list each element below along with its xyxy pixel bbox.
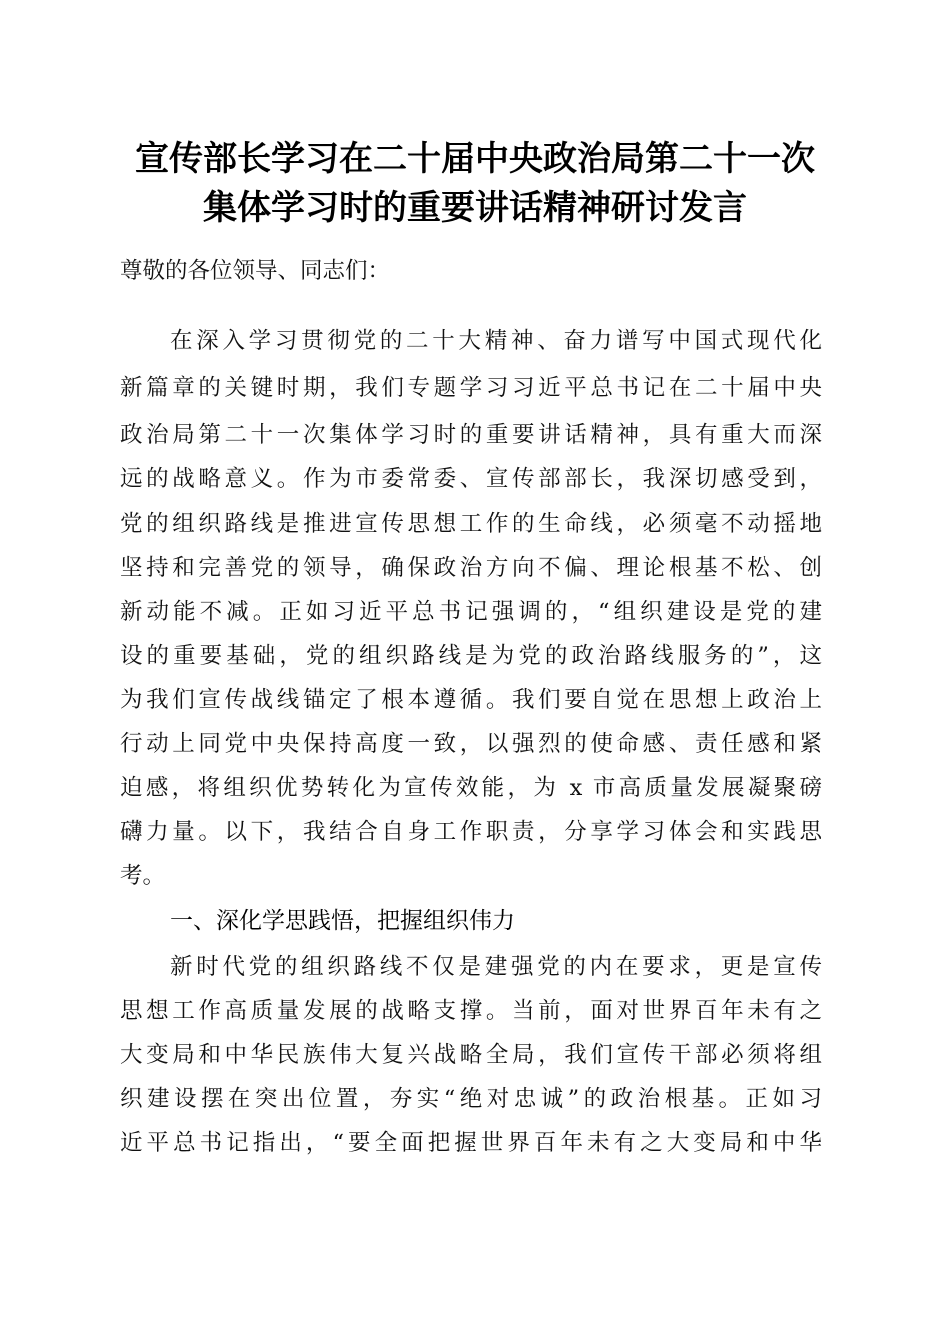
document-title-line-1: 宣传部长学习在二十届中央政治局第二十一次 [135, 139, 815, 179]
paragraph-2-line: 近平总书记指出，“要全面把握世界百年未有之大变局和中华 [120, 1130, 822, 1156]
paragraph-1-line: 礴力量。以下，我结合自身工作职责，分享学习体会和实践思 [120, 819, 822, 845]
paragraph-1-line: 在深入学习贯彻党的二十大精神、奋力谱写中国式现代化 [170, 328, 822, 354]
paragraph-1-line: 设的重要基础，党的组织路线是为党的政治路线服务的”，这 [120, 643, 822, 669]
paragraph-1-line: 新篇章的关键时期，我们专题学习习近平总书记在二十届中央 [120, 375, 822, 401]
paragraph-1-line: 考。 [120, 863, 166, 889]
paragraph-1-line: 新动能不减。正如习近平总书记强调的，“组织建设是党的建 [120, 599, 822, 625]
paragraph-1-line: 迫感，将组织优势转化为宣传效能，为 x 市高质量发展凝聚磅 [120, 775, 822, 801]
paragraph-1-line: 行动上同党中央保持高度一致，以强烈的使命感、责任感和紧 [120, 731, 822, 757]
paragraph-2-line: 新时代党的组织路线不仅是建强党的内在要求，更是宣传 [170, 954, 822, 980]
section-1-heading: 一、深化学思践悟，把握组织伟力 [170, 908, 515, 934]
paragraph-1-line: 坚持和完善党的领导，确保政治方向不偏、理论根基不松、创 [120, 555, 822, 581]
paragraph-2-line: 思想工作高质量发展的战略支撑。当前，面对世界百年未有之 [120, 998, 822, 1024]
paragraph-1-line: 为我们宣传战线锚定了根本遵循。我们要自觉在思想上政治上 [120, 687, 822, 713]
paragraph-1-line: 党的组织路线是推进宣传思想工作的生命线，必须毫不动摇地 [120, 511, 822, 537]
paragraph-2-line: 大变局和中华民族伟大复兴战略全局，我们宣传干部必须将组 [120, 1042, 822, 1068]
document-title-line-2: 集体学习时的重要讲话精神研讨发言 [203, 188, 747, 228]
salutation: 尊敬的各位领导、同志们： [120, 258, 391, 284]
paragraph-2-line: 织建设摆在突出位置，夯实“绝对忠诚”的政治根基。正如习 [120, 1086, 822, 1112]
paragraph-1-line: 远的战略意义。作为市委常委、宣传部部长，我深切感受到， [120, 466, 822, 492]
paragraph-1-line: 政治局第二十一次集体学习时的重要讲话精神，具有重大而深 [120, 422, 822, 448]
